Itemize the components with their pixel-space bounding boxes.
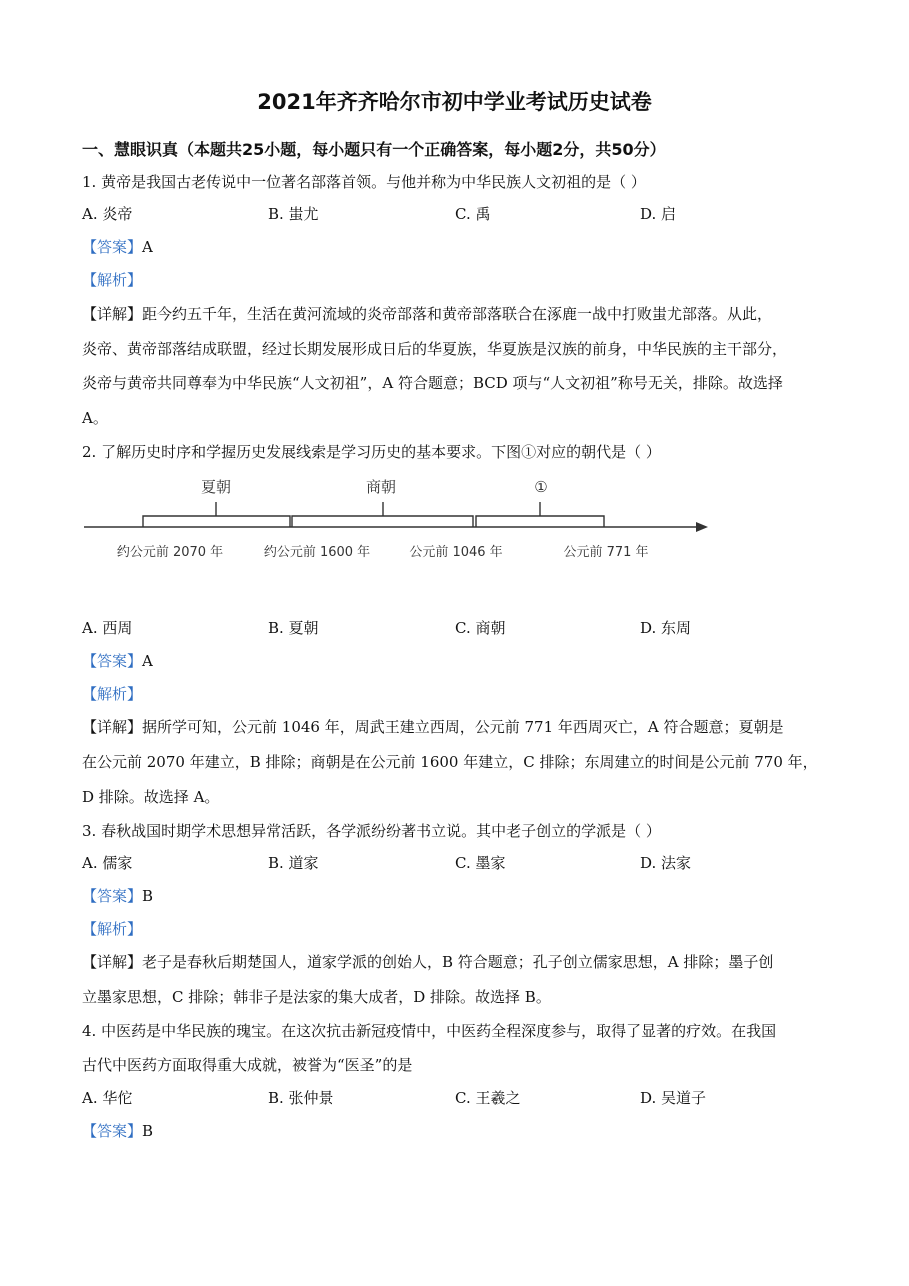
q1-analysis-label bbox=[82, 269, 142, 291]
q3-detail-line: 立墨家思想，C 排除；韩非子是法家的集大成者，D 排除。故选择 B。 bbox=[82, 988, 551, 1006]
q2-option-a: A. 西周 bbox=[82, 619, 133, 637]
answer-value: B bbox=[142, 887, 154, 905]
timeline-period-shang: 商朝 bbox=[365, 478, 397, 496]
answer-value: A bbox=[142, 238, 153, 256]
q4-option-c: C. 王羲之 bbox=[455, 1089, 521, 1107]
detail-label: 【详解】 bbox=[82, 305, 143, 323]
q3-option-c: C. 墨家 bbox=[455, 854, 506, 872]
q1-detail-line: A。 bbox=[82, 409, 108, 427]
q4-option-d: D. 吴道子 bbox=[640, 1089, 707, 1107]
q3-analysis-label bbox=[82, 918, 142, 940]
detail-text: 老子是春秋后期楚国人，道家学派的创始人，B 符合题意；孔子创立儒家思想，A 排除；墨子创 bbox=[142, 953, 774, 971]
timeline-date-771: 公元前 771 年 bbox=[563, 545, 649, 560]
q4-option-b: B. 张仲景 bbox=[268, 1089, 334, 1107]
answer-label: 【答案】 bbox=[82, 1122, 143, 1140]
answer-label: 【答案】 bbox=[82, 238, 143, 256]
q2-analysis-label bbox=[82, 683, 142, 705]
answer-value: B bbox=[142, 1122, 154, 1140]
q2-answer bbox=[82, 650, 153, 672]
answer-label: 【答案】 bbox=[82, 652, 143, 670]
q3-answer bbox=[82, 885, 153, 907]
question-2-stem: 2. 了解历史时序和学握历史发展线索是学习历史的基本要求。下图①对应的朝代是（ ） bbox=[82, 443, 661, 461]
q2-detail-line: 在公元前 2070 年建立，B 排除；商朝是在公元前 1600 年建立，C 排除；东周建立的时间是公元前 770 年， bbox=[82, 753, 818, 771]
analysis-label: 【解析】 bbox=[82, 685, 143, 703]
detail-label: 【详解】 bbox=[82, 953, 143, 971]
q2-detail-line bbox=[82, 716, 784, 738]
q1-option-c: C. 禹 bbox=[455, 205, 491, 223]
timeline-figure bbox=[0, 470, 909, 580]
q4-option-a: A. 华佗 bbox=[82, 1089, 133, 1107]
page-title: 2021年齐齐哈尔市初中学业考试历史试卷 bbox=[257, 90, 652, 114]
analysis-label: 【解析】 bbox=[82, 920, 143, 938]
q1-detail-line: 炎帝、黄帝部落结成联盟，经过长期发展形成日后的华夏族，华夏族是汉族的前身，中华民族的主干部分， bbox=[82, 340, 788, 358]
answer-label: 【答案】 bbox=[82, 887, 143, 905]
timeline-period-unknown: ① bbox=[534, 478, 548, 496]
q1-detail-line bbox=[82, 303, 772, 325]
q3-option-b: B. 道家 bbox=[268, 854, 319, 872]
question-4-stem: 4. 中医药是中华民族的瑰宝。在这次抗击新冠疫情中，中医药全程深度参与，取得了显著的疗效。在我国 bbox=[82, 1022, 777, 1040]
q3-option-d: D. 法家 bbox=[640, 854, 692, 872]
timeline-period-xia: 夏朝 bbox=[200, 478, 232, 496]
question-4-stem: 古代中医药方面取得重大成就，被誉为“医圣”的是 bbox=[82, 1056, 413, 1074]
q1-answer bbox=[82, 236, 153, 258]
timeline-date-1046: 公元前 1046 年 bbox=[409, 545, 503, 560]
question-3-stem: 3. 春秋战国时期学术思想异常活跃，各学派纷纷著书立说。其中老子创立的学派是（ ） bbox=[82, 822, 661, 840]
timeline-date-1600: 约公元前 1600 年 bbox=[263, 545, 371, 560]
detail-text: 距今约五千年，生活在黄河流域的炎帝部落和黄帝部落联合在涿鹿一战中打败蚩尤部落。从此， bbox=[142, 305, 773, 323]
q1-option-a: A. 炎帝 bbox=[82, 205, 133, 223]
q3-detail-line bbox=[82, 951, 773, 973]
q3-option-a: A. 儒家 bbox=[82, 854, 133, 872]
timeline-date-2070: 约公元前 2070 年 bbox=[116, 545, 224, 560]
analysis-label: 【解析】 bbox=[82, 271, 143, 289]
q1-detail-line: 炎帝与黄帝共同尊奉为中华民族“人文初祖”，A 符合题意；BCD 项与“人文初祖”称号无关，排除。故选择 bbox=[82, 374, 783, 392]
q1-option-b: B. 蚩尤 bbox=[268, 205, 319, 223]
q2-option-c: C. 商朝 bbox=[455, 619, 506, 637]
section-heading: 一、慧眼识真（本题共25小题，每小题只有一个正确答案，每小题2分，共50分） bbox=[82, 140, 666, 159]
q1-option-d: D. 启 bbox=[640, 205, 677, 223]
question-1-stem: 1. 黄帝是我国古老传说中一位著名部落首领。与他并称为中华民族人文初祖的是（ ） bbox=[82, 173, 646, 191]
detail-label: 【详解】 bbox=[82, 718, 143, 736]
answer-value: A bbox=[142, 652, 153, 670]
q4-answer bbox=[82, 1120, 153, 1142]
q2-option-d: D. 东周 bbox=[640, 619, 692, 637]
q2-detail-line: D 排除。故选择 A。 bbox=[82, 788, 220, 806]
q2-option-b: B. 夏朝 bbox=[268, 619, 319, 637]
detail-text: 据所学可知，公元前 1046 年，周武王建立西周，公元前 771 年西周灭亡，A 符合题意；夏朝是 bbox=[142, 718, 784, 736]
